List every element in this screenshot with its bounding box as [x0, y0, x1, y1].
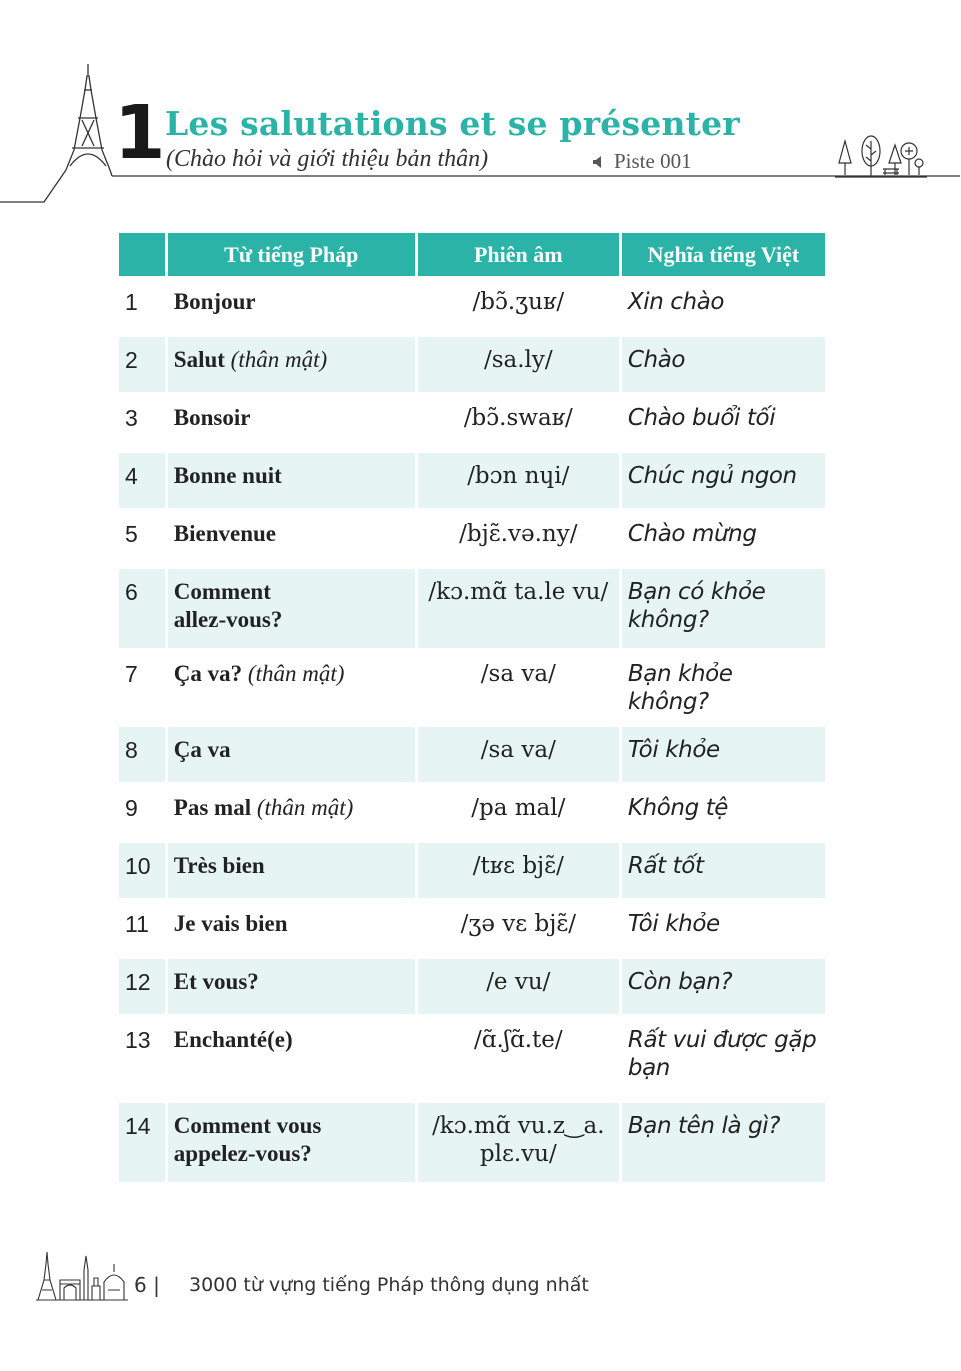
french-term: Très bien [173, 853, 265, 878]
french-term-cell [168, 1017, 415, 1100]
phonetic-cell [418, 901, 619, 956]
vietnamese-meaning-cell [622, 785, 825, 840]
french-term: Je vais bien [173, 911, 288, 936]
table-row [119, 843, 825, 898]
phonetic: /ɑ̃.ʃɑ̃.te/ [473, 1027, 563, 1053]
paris-skyline-icon [36, 1250, 128, 1302]
table-row [119, 337, 825, 392]
phonetic-cell [418, 279, 619, 334]
table-row [119, 651, 825, 724]
vietnamese-meaning: Rất tốt [627, 853, 704, 879]
table-row [119, 727, 825, 782]
phonetic: /ʒə vɛ bjɛ̃/ [460, 911, 576, 937]
row-number: 2 [119, 337, 165, 392]
french-term-cell [168, 651, 415, 724]
usage-note: (thân mật) [247, 661, 345, 686]
row-number: 7 [125, 661, 138, 687]
french-term: Bonjour [173, 289, 256, 314]
col-header-number [119, 233, 165, 276]
table-row [119, 569, 825, 648]
vietnamese-meaning: Tôi khỏe [627, 911, 720, 937]
page-number: 6 | [134, 1273, 160, 1297]
french-term: Enchanté(e) [173, 1027, 293, 1052]
phonetic: /bɔn nɥi/ [467, 463, 570, 489]
row-number: 1 [125, 289, 138, 315]
french-term: Comment [173, 579, 271, 604]
vietnamese-meaning-cell [622, 901, 825, 956]
row-number: 11 [125, 911, 149, 937]
table-row [119, 959, 825, 1014]
table-row [119, 395, 825, 450]
french-term: Comment vous [173, 1113, 322, 1138]
phonetic-cell [418, 511, 619, 566]
phonetic: /pa mal/ [471, 795, 566, 821]
phonetic: /kɔ.mɑ̃ ta.le vu/ [428, 579, 609, 605]
col-header-phonetic: Phiên âm [418, 233, 619, 276]
col-header-vietnamese: Nghĩa tiếng Việt [622, 233, 825, 276]
phonetic: /bjɛ̃.və.ny/ [459, 521, 578, 547]
vietnamese-meaning-cell [622, 511, 825, 566]
french-term-cell [168, 901, 415, 956]
french-term-line2: allez-vous? [173, 607, 283, 632]
vietnamese-meaning-cell [622, 453, 825, 508]
vietnamese-meaning-cell [622, 395, 825, 450]
row-number: 3 [125, 405, 138, 431]
phonetic-cell [418, 337, 619, 392]
row-number: 8 [119, 727, 165, 782]
phonetic-cell [418, 785, 619, 840]
vietnamese-meaning: Chào buổi tối [627, 405, 776, 431]
vietnamese-meaning: Chào [627, 347, 686, 373]
vietnamese-meaning-cell [622, 727, 825, 782]
phonetic-cell [418, 651, 619, 724]
vietnamese-meaning-cell [622, 651, 825, 724]
chapter-number: 1 [114, 90, 166, 176]
french-term-cell [168, 727, 415, 782]
table-row [119, 453, 825, 508]
phonetic: /tʁɛ bjɛ̃/ [472, 853, 564, 879]
table-row [119, 1017, 825, 1100]
row-number: 4 [119, 453, 165, 508]
french-term: Bonsoir [173, 405, 251, 430]
phonetic-cell [418, 1103, 619, 1182]
table-row [119, 511, 825, 566]
french-term: Ça va? [173, 661, 243, 686]
vietnamese-meaning-cell [622, 279, 825, 334]
page-title: Les salutations et se présenter [165, 104, 740, 143]
audio-track-label: Piste 001 [614, 149, 692, 173]
french-term-cell [168, 337, 415, 392]
speaker-icon [592, 155, 604, 169]
vietnamese-meaning: Chào mừng [627, 521, 757, 547]
vietnamese-meaning-cell [622, 959, 825, 1014]
french-term-cell [168, 785, 415, 840]
vietnamese-meaning-cell [622, 337, 825, 392]
vietnamese-meaning: Chúc ngủ ngon [627, 463, 797, 489]
table-row [119, 1103, 825, 1182]
french-term-cell [168, 569, 415, 648]
vietnamese-meaning-line2: bạn [627, 1055, 670, 1081]
row-number: 9 [125, 795, 138, 821]
row-number: 6 [119, 569, 165, 648]
vietnamese-meaning: Rất vui được gặp [627, 1027, 817, 1053]
row-number: 12 [119, 959, 165, 1014]
french-term: Bonne nuit [173, 463, 282, 488]
phonetic: /e vu/ [486, 969, 551, 995]
row-number: 5 [125, 521, 138, 547]
phonetic-cell [418, 727, 619, 782]
phonetic: /sa.ly/ [483, 347, 553, 373]
phonetic-line2: plɛ.vu/ [479, 1141, 557, 1167]
phonetic-cell [418, 1017, 619, 1100]
table-row [119, 785, 825, 840]
vietnamese-meaning: Không tệ [627, 795, 729, 821]
row-number: 13 [125, 1027, 151, 1053]
french-term: Et vous? [173, 969, 259, 994]
usage-note: (thân mật) [256, 795, 354, 820]
phonetic-cell [418, 843, 619, 898]
phonetic-cell [418, 453, 619, 508]
vietnamese-meaning-cell [622, 843, 825, 898]
french-term: Ça va [173, 737, 231, 762]
vietnamese-meaning-cell [622, 1103, 825, 1182]
french-term: Pas mal [173, 795, 252, 820]
vietnamese-meaning-cell [622, 569, 825, 648]
usage-note: (thân mật) [230, 347, 328, 372]
phonetic: /bɔ̃.ʒuʁ/ [472, 289, 565, 315]
french-term-cell [168, 511, 415, 566]
phonetic: /kɔ.mɑ̃ vu.z‿a. [432, 1113, 605, 1139]
vietnamese-meaning: Còn bạn? [627, 969, 733, 995]
phonetic: /sa va/ [480, 661, 556, 687]
audio-track-button[interactable] [592, 149, 692, 174]
french-term-cell [168, 279, 415, 334]
phonetic: /bɔ̃.swaʁ/ [463, 405, 573, 431]
french-term-cell [168, 395, 415, 450]
french-term-line2: appelez-vous? [173, 1141, 312, 1166]
phonetic-cell [418, 569, 619, 648]
trees-icon [835, 133, 927, 179]
french-term-cell [168, 453, 415, 508]
phonetic-cell [418, 959, 619, 1014]
phonetic: /sa va/ [480, 737, 556, 763]
vietnamese-meaning: Bạn tên là gì? [627, 1113, 781, 1139]
french-term-cell [168, 959, 415, 1014]
col-header-french: Từ tiếng Pháp [168, 233, 415, 276]
page-subtitle: (Chào hỏi và giới thiệu bản thân) [166, 146, 489, 172]
phonetic-cell [418, 395, 619, 450]
row-number: 10 [119, 843, 165, 898]
french-term: Salut [173, 347, 225, 372]
vietnamese-meaning: Tôi khỏe [627, 737, 720, 763]
table-row [119, 901, 825, 956]
vietnamese-meaning: Bạn có khỏe không? [627, 579, 766, 633]
row-number: 14 [119, 1103, 165, 1182]
table-header-row [119, 233, 825, 276]
vietnamese-meaning-cell [622, 1017, 825, 1100]
table-row [119, 279, 825, 334]
vocabulary-table [116, 230, 828, 1185]
french-term-cell [168, 843, 415, 898]
vietnamese-meaning: Xin chào [627, 289, 725, 315]
french-term: Bienvenue [173, 521, 277, 546]
french-term-cell [168, 1103, 415, 1182]
book-title: 3000 từ vựng tiếng Pháp thông dụng nhất [189, 1274, 589, 1296]
vietnamese-meaning: Bạn khỏe không? [627, 661, 733, 715]
